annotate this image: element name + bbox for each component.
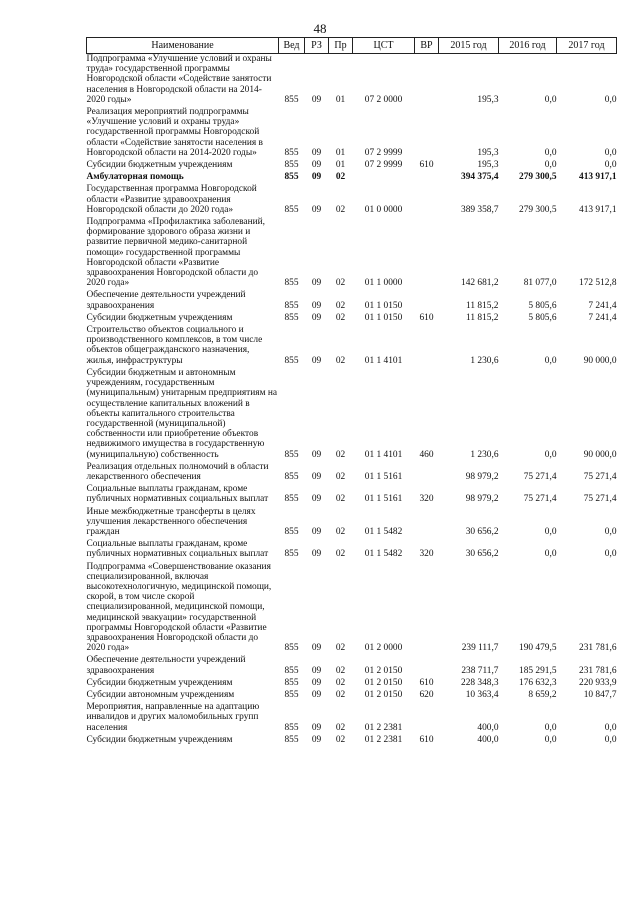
row-pr-cell: 01 xyxy=(335,147,346,158)
row-name-cell: Строительство объектов социального и производственного комплексов, в том числе объектов общегражданского назначения, жилья, инфраструктуры xyxy=(86,325,263,366)
row-vr-cell xyxy=(415,507,439,540)
row-pr-cell: 02 xyxy=(335,526,346,537)
row-name-cell: Обеспечение деятельности учреждений здравоохранения xyxy=(86,655,246,676)
row-pr-cell: 01 xyxy=(335,94,346,105)
row-2017-cell: 90 000,0 xyxy=(583,449,617,460)
row-pr-cell: 02 xyxy=(335,549,346,560)
row-ved-cell: 855 xyxy=(284,665,299,676)
row-rz-cell: 09 xyxy=(311,734,322,745)
row-rz-cell: 09 xyxy=(311,204,322,215)
row-cst-cell: 01 1 5482 xyxy=(364,526,403,537)
row-2017-cell: 413 917,1 xyxy=(579,204,617,215)
row-ved-cell: 855 xyxy=(284,494,299,505)
row-2015-cell: 228 348,3 xyxy=(461,677,499,688)
table-row xyxy=(87,368,617,462)
row-2016-cell: 81 077,0 xyxy=(523,278,557,289)
row-2016-cell: 190 479,5 xyxy=(519,643,557,654)
row-vr-cell: 460 xyxy=(419,449,434,460)
row-2015-cell: 142 681,2 xyxy=(461,278,499,289)
row-ved-cell: 855 xyxy=(284,94,299,105)
row-vr-cell: 320 xyxy=(419,494,434,505)
row-ved-cell: 855 xyxy=(284,689,299,700)
row-2016-cell: 0,0 xyxy=(544,355,557,366)
row-pr-cell: 02 xyxy=(335,312,346,323)
row-ved-cell: 855 xyxy=(284,147,299,158)
row-vr-cell: 620 xyxy=(419,689,434,700)
row-ved-cell: 855 xyxy=(284,300,299,311)
row-name-cell: Подпрограмма «Совершенствование оказания специализированной, включая высокотехнологичную, медицинской помощи, скорой, в том числе скорой специализированной, медицинской помощи, медицинской эвакуации» государственной программы Новгородской области «Развитие здравоохранения Новгородской области до 2020 года» xyxy=(86,561,272,654)
row-rz-cell: 09 xyxy=(311,160,322,171)
row-2015-cell: 11 815,2 xyxy=(466,300,499,311)
row-2016-cell: 0,0 xyxy=(544,449,557,460)
table-row xyxy=(87,735,617,747)
budget-table xyxy=(86,37,617,747)
row-cst-cell: 01 1 5482 xyxy=(364,549,403,560)
row-cst-cell: 01 1 5161 xyxy=(364,494,403,505)
row-2016-cell: 0,0 xyxy=(544,734,557,745)
table-row xyxy=(87,160,617,172)
row-ved-cell: 855 xyxy=(284,204,299,215)
row-2017-cell: 231 781,6 xyxy=(579,665,617,676)
row-cst-cell xyxy=(353,172,415,184)
row-2017-cell: 7 241,4 xyxy=(588,300,617,311)
row-2017-cell: 10 847,7 xyxy=(583,689,617,700)
row-2015-cell: 400,0 xyxy=(477,734,499,745)
row-ved-cell: 855 xyxy=(284,355,299,366)
row-ved-cell: 855 xyxy=(284,471,299,482)
row-rz-cell: 09 xyxy=(311,549,322,560)
row-2015-cell: 195,3 xyxy=(477,94,499,105)
row-2015-cell: 400,0 xyxy=(477,722,499,733)
row-2017-cell: 0,0 xyxy=(604,549,617,560)
row-2015-cell: 98 979,2 xyxy=(465,494,499,505)
row-2017-cell: 75 271,4 xyxy=(583,494,617,505)
column-header-cst: ЦСТ xyxy=(353,38,415,54)
row-name-cell: Мероприятия, направленные на адаптацию инвалидов и других маломобильных групп населения xyxy=(86,702,260,733)
row-name-cell: Государственная программа Новгородской области «Развитие здравоохранения Новгородской области до 2020 года» xyxy=(86,184,257,215)
row-2016-cell: 0,0 xyxy=(544,94,557,105)
row-cst-cell: 01 2 0150 xyxy=(364,677,403,688)
row-name-cell: Субсидии бюджетным учреждениям xyxy=(86,160,233,171)
row-vr-cell: 610 xyxy=(419,734,434,745)
row-2015-cell: 98 979,2 xyxy=(465,471,499,482)
row-rz-cell: 09 xyxy=(311,677,322,688)
row-ved-cell: 855 xyxy=(284,449,299,460)
row-2017-cell: 75 271,4 xyxy=(583,471,617,482)
row-name-cell: Субсидии бюджетным учреждениям xyxy=(86,734,233,745)
table-row xyxy=(87,107,617,160)
row-pr-cell: 02 xyxy=(335,689,346,700)
row-cst-cell: 01 2 0150 xyxy=(364,665,403,676)
row-pr-cell: 02 xyxy=(335,643,346,654)
row-rz-cell: 09 xyxy=(311,494,322,505)
row-vr-cell: 610 xyxy=(419,160,434,171)
row-name-cell: Подпрограмма «Профилактика заболеваний, формирование здорового образа жизни и развитие первичной медико-санитарной помощи» государственной программы Новгородской области «Развитие здравоохранения Новгородской области до 2020 года» xyxy=(86,217,265,289)
row-pr-cell: 02 xyxy=(335,471,346,482)
row-vr-cell xyxy=(415,325,439,368)
row-2017-cell: 0,0 xyxy=(604,94,617,105)
row-cst-cell: 07 2 9999 xyxy=(364,160,403,171)
column-header-ved: Вед xyxy=(279,38,305,54)
table-row xyxy=(87,325,617,368)
row-2015-cell: 1 230,6 xyxy=(470,355,499,366)
table-row xyxy=(87,562,617,656)
row-name-cell: Обеспечение деятельности учреждений здравоохранения xyxy=(86,290,246,311)
row-2015-cell: 30 656,2 xyxy=(465,526,499,537)
row-name-cell: Амбулаторная помощь xyxy=(86,172,184,183)
row-2016-cell: 0,0 xyxy=(544,147,557,158)
row-2016-cell: 8 659,2 xyxy=(528,689,557,700)
row-2015-cell: 238 711,7 xyxy=(461,665,499,676)
row-rz-cell: 09 xyxy=(311,526,322,537)
row-cst-cell: 01 2 0150 xyxy=(364,689,403,700)
row-name-cell: Субсидии бюджетным учреждениям xyxy=(86,677,233,688)
row-cst-cell: 01 1 4101 xyxy=(364,449,403,460)
row-cst-cell: 01 0 0000 xyxy=(364,204,403,215)
row-2015-cell: 1 230,6 xyxy=(470,449,499,460)
row-2017-cell: 0,0 xyxy=(604,734,617,745)
row-vr-cell xyxy=(415,217,439,290)
table-row xyxy=(87,678,617,690)
row-ved-cell: 855 xyxy=(284,734,299,745)
table-row xyxy=(87,184,617,217)
column-header-2017: 2017 год xyxy=(557,38,617,54)
column-header-name: Наименование xyxy=(87,38,279,54)
row-ved-cell: 855 xyxy=(284,643,299,654)
row-rz-cell: 09 xyxy=(311,471,322,482)
row-ved-cell: 855 xyxy=(284,526,299,537)
table-row xyxy=(87,290,617,312)
table-row xyxy=(87,217,617,290)
row-cst-cell: 01 2 2381 xyxy=(364,734,403,745)
row-ved-cell: 855 xyxy=(284,677,299,688)
row-pr-cell: 02 xyxy=(335,734,346,745)
table-row xyxy=(87,702,617,735)
row-2017-cell: 413 917,1 xyxy=(579,172,617,183)
row-2016-cell: 185 291,5 xyxy=(519,665,557,676)
row-rz-cell: 09 xyxy=(311,172,322,183)
row-cst-cell: 01 1 0150 xyxy=(364,312,403,323)
row-2016-cell: 0,0 xyxy=(544,549,557,560)
row-cst-cell: 01 1 0150 xyxy=(364,300,403,311)
row-2017-cell: 220 933,9 xyxy=(579,677,617,688)
row-2017-cell: 90 000,0 xyxy=(583,355,617,366)
row-2017-cell: 231 781,6 xyxy=(579,643,617,654)
row-2015-cell: 11 815,2 xyxy=(466,312,499,323)
row-vr-cell xyxy=(415,702,439,735)
row-vr-cell xyxy=(415,655,439,677)
row-2016-cell: 0,0 xyxy=(544,722,557,733)
row-rz-cell: 09 xyxy=(311,278,322,289)
row-pr-cell: 02 xyxy=(335,677,346,688)
row-vr-cell xyxy=(415,184,439,217)
row-cst-cell: 01 2 0000 xyxy=(364,643,403,654)
row-vr-cell xyxy=(415,107,439,160)
row-cst-cell: 01 1 0000 xyxy=(364,278,403,289)
row-name-cell: Социальные выплаты гражданам, кроме публичных нормативных социальных выплат xyxy=(86,484,269,505)
row-rz-cell: 09 xyxy=(311,147,322,158)
row-2016-cell: 0,0 xyxy=(544,160,557,171)
row-cst-cell: 01 1 5161 xyxy=(364,471,403,482)
row-rz-cell: 09 xyxy=(311,355,322,366)
table-row xyxy=(87,507,617,540)
row-pr-cell: 01 xyxy=(335,160,346,171)
row-name-cell: Субсидии бюджетным и автономным учреждениям, государственным (муниципальным) унитарным предприятиям на осуществление капитальных вложений в объекты капитального строительства государственной (муниципальной) собственности или приобретение объектов недвижимого имущества в государственную (муниципальную) собственность xyxy=(86,367,278,460)
row-2016-cell: 0,0 xyxy=(544,526,557,537)
table-row xyxy=(87,172,617,184)
row-ved-cell: 855 xyxy=(284,160,299,171)
row-name-cell: Субсидии бюджетным учреждениям xyxy=(86,312,233,323)
row-2015-cell: 389 358,7 xyxy=(461,204,499,215)
row-pr-cell: 02 xyxy=(335,722,346,733)
row-vr-cell xyxy=(415,172,439,184)
column-header-pr: Пр xyxy=(329,38,353,54)
row-vr-cell xyxy=(415,462,439,484)
row-cst-cell: 01 1 4101 xyxy=(364,355,403,366)
table-row xyxy=(87,484,617,506)
row-ved-cell: 855 xyxy=(284,722,299,733)
row-vr-cell xyxy=(415,562,439,656)
row-2016-cell: 5 805,6 xyxy=(528,300,557,311)
row-2015-cell: 195,3 xyxy=(477,160,499,171)
row-vr-cell: 320 xyxy=(419,549,434,560)
row-rz-cell: 09 xyxy=(311,94,322,105)
row-name-cell: Реализация отдельных полномочий в области лекарственного обеспечения xyxy=(86,461,269,482)
row-2017-cell: 0,0 xyxy=(604,147,617,158)
row-cst-cell: 07 2 9999 xyxy=(364,147,403,158)
row-name-cell: Реализация мероприятий подпрограммы «Улучшение условий и охраны труда» государственной программы Новгородской области «Содействие занятости населения в Новгородской области на 2014-2020 годы» xyxy=(86,107,263,158)
row-2016-cell: 279 300,5 xyxy=(519,172,557,183)
row-2015-cell: 195,3 xyxy=(477,147,499,158)
row-pr-cell: 02 xyxy=(335,355,346,366)
table-row xyxy=(87,54,617,108)
row-rz-cell: 09 xyxy=(311,300,322,311)
row-ved-cell: 855 xyxy=(284,278,299,289)
row-2016-cell: 75 271,4 xyxy=(523,471,557,482)
table-body xyxy=(87,54,617,748)
row-2015-cell: 30 656,2 xyxy=(465,549,499,560)
row-rz-cell: 09 xyxy=(311,312,322,323)
table-row xyxy=(87,539,617,561)
row-2015-cell: 239 111,7 xyxy=(461,643,499,654)
row-2016-cell: 5 805,6 xyxy=(528,312,557,323)
table-row xyxy=(87,313,617,325)
row-name-cell: Субсидии автономным учреждениям xyxy=(86,689,235,700)
row-pr-cell: 02 xyxy=(335,300,346,311)
row-2016-cell: 176 632,3 xyxy=(519,677,557,688)
row-pr-cell: 02 xyxy=(335,449,346,460)
row-2017-cell: 7 241,4 xyxy=(588,312,617,323)
row-name-cell: Иные межбюджетные трансферты в целях улучшения лекарственного обеспечения граждан xyxy=(86,506,256,537)
row-cst-cell: 01 2 2381 xyxy=(364,722,403,733)
page-number: 48 xyxy=(313,21,327,36)
row-vr-cell xyxy=(415,290,439,312)
row-rz-cell: 09 xyxy=(311,449,322,460)
table-row xyxy=(87,462,617,484)
table-header-row xyxy=(87,38,617,54)
row-2017-cell: 0,0 xyxy=(604,160,617,171)
row-rz-cell: 09 xyxy=(311,665,322,676)
row-cst-cell: 07 2 0000 xyxy=(364,94,403,105)
row-ved-cell: 855 xyxy=(284,172,299,183)
row-vr-cell xyxy=(415,54,439,108)
table-row xyxy=(87,690,617,702)
row-2017-cell: 0,0 xyxy=(604,526,617,537)
column-header-vr: ВР xyxy=(415,38,439,54)
row-2015-cell: 394 375,4 xyxy=(461,172,499,183)
row-ved-cell: 855 xyxy=(284,549,299,560)
column-header-2015: 2015 год xyxy=(439,38,499,54)
row-2016-cell: 279 300,5 xyxy=(519,204,557,215)
row-vr-cell: 610 xyxy=(419,312,434,323)
row-2015-cell: 10 363,4 xyxy=(465,689,499,700)
row-ved-cell: 855 xyxy=(284,312,299,323)
row-rz-cell: 09 xyxy=(311,643,322,654)
column-header-2016: 2016 год xyxy=(499,38,557,54)
row-2016-cell: 75 271,4 xyxy=(523,494,557,505)
row-pr-cell: 02 xyxy=(335,494,346,505)
table-row xyxy=(87,655,617,677)
row-pr-cell: 02 xyxy=(335,278,346,289)
row-rz-cell: 09 xyxy=(311,689,322,700)
row-pr-cell: 02 xyxy=(335,172,346,183)
row-2017-cell: 0,0 xyxy=(604,722,617,733)
column-header-rz: РЗ xyxy=(305,38,329,54)
row-name-cell: Подпрограмма «Улучшение условий и охраны труда» государственной программы Новгородской области «Содействие занятости населения в Новгородской области на 2014-2020 годы» xyxy=(86,54,272,105)
row-2017-cell: 172 512,8 xyxy=(579,278,617,289)
row-name-cell: Социальные выплаты гражданам, кроме публичных нормативных социальных выплат xyxy=(86,539,269,560)
row-pr-cell: 02 xyxy=(335,665,346,676)
row-vr-cell: 610 xyxy=(419,677,434,688)
row-pr-cell: 02 xyxy=(335,204,346,215)
row-rz-cell: 09 xyxy=(311,722,322,733)
